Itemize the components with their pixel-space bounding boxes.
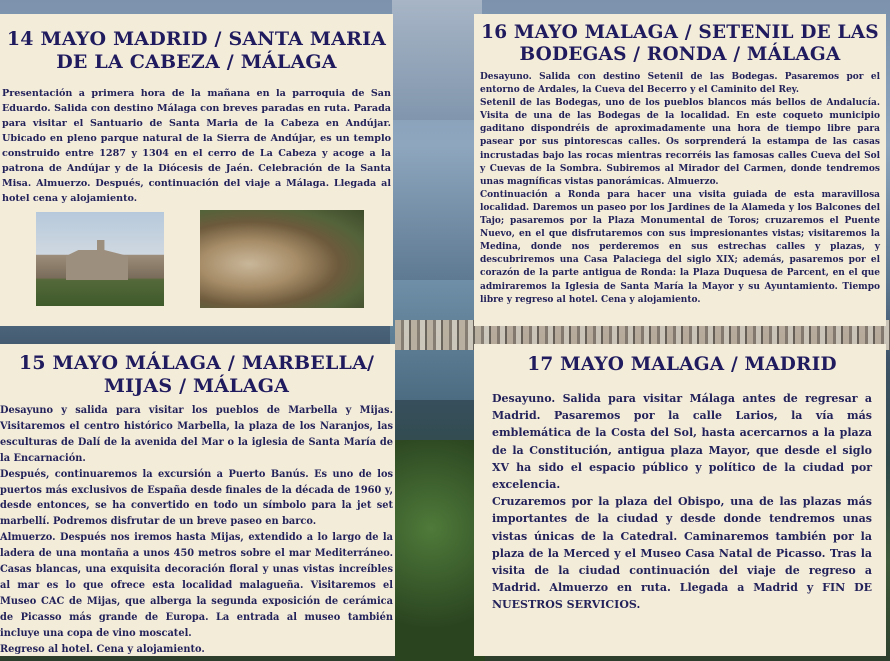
day-title: 17 MAYO MALAGA / MADRID — [527, 354, 837, 375]
paragraph: Después, continuaremos la excursión a Puerto Banús. Es uno de los puertos más exclusivos de España desde finales de la década de 1960 y, desde entonces, se ha convertido en todo un símbolo para la jet set marbellí. Podremos disfrutar de un breve paseo en barco. — [0, 468, 393, 528]
itinerary-card-17-mayo — [474, 344, 886, 656]
paragraph: Almuerzo. Después nos iremos hasta Mijas, extendido a lo largo de la ladera de una montaña a unos 450 metros sobre el mar Mediterráneo. Casas blancas, una exquisita decoración floral y unas vistas increíbles al mar es lo que ofrece esta localidad malagueña. Visitaremos el Museo CAC de Mijas, que alberga la segunda exposición de cerámica de Picasso más grande de Europa. La entrada al museo también incluye una copa de vino moscatel. — [0, 532, 393, 639]
paragraph: Setenil de las Bodegas, uno de los pueblos blancos más bellos de Andalucía. Visita de una de las Bodegas de la localidad. En este coqueto municipio gaditano dispondréis de aproximadamente una hora de tiempo libre para pasear por sus pintorescas calles. Os sorprenderá la estampa de las casas incrustadas bajo las rocas mientras recorréis las famosas calles Cueva del Sol y Cuevas de la Sombra. Subiremos al Mirador del Carmen, donde tendremos unas magníficas vistas panorámicas. Almuerzo. — [480, 98, 880, 187]
paragraph: Desayuno y salida para visitar los pueblos de Marbella y Mijas. Visitaremos el centro histórico Marbella, la plaza de los Naranjos, las esculturas de Dalí de la avenida del Mar o la iglesia de Santa María de la Encarnación. — [0, 405, 393, 464]
day-title: 14 MAYO MADRID / SANTA MARIA DE LA CABEZA / MÁLAGA — [6, 28, 387, 73]
paragraph: Desayuno. Salida para visitar Málaga antes de regresar a Madrid. Pasaremos por la calle Larios, la vía más emblemática de la Costa del Sol, hasta acercarnos a la plaza de la Constitución, antigua plaza Mayor, que desde el siglo XV ha sido el espacio público y político de la ciudad por excelencia. — [492, 392, 872, 492]
day-title: 15 MAYO MÁLAGA / MARBELLA/ MIJAS / MÁLAGA — [18, 352, 375, 397]
background-greenery — [395, 440, 485, 661]
paragraph: Regreso al hotel. Cena y alojamiento. — [0, 643, 205, 655]
day-description: Presentación a primera hora de la mañana en la parroquia de San Eduardo. Salida con destino Málaga con breves paradas en ruta. Parada para visitar el Santuario de Santa Maria de la Cabeza en Andújar. Ubicado en pleno parque natural de la Sierra de Andújar, es un templo construido entre 1287 y 1304 en el cerro de La Cabeza y acoge a la patrona de Andújar y de la Diócesis de Jaén. Celebración de la Santa Misa. Almuerzo. Después, continuación del viaje a Málaga. Llegada al hotel cena y alojamiento. — [2, 88, 391, 204]
itinerary-card-15-mayo — [0, 344, 395, 656]
itinerary-card-14-mayo — [0, 14, 393, 326]
paragraph: Cruzaremos por la plaza del Obispo, una de las plazas más importantes de la ciudad y desde donde tendremos unas vistas únicas de la Catedral. Caminaremos también por la plaza de la Merced y el Museo Casa Natal de Picasso. Tras la visita de la ciudad continuación del viaje de regreso a Madrid. Almuerzo en ruta. Llegada a Madrid y FIN DE NUESTROS SERVICIOS. — [492, 495, 872, 612]
photo-gallery — [36, 210, 366, 308]
day-title: 16 MAYO MALAGA / SETENIL DE LAS BODEGAS / RONDA / MÁLAGA — [481, 22, 879, 65]
church-shape — [66, 240, 128, 280]
itinerary-card-16-mayo — [474, 14, 886, 326]
paragraph: Desayuno. Salida con destino Setenil de las Bodegas. Pasaremos por el entorno de Ardales, la Cueva del Becerro y el Caminito del Rey. — [480, 72, 880, 96]
sanctuary-photo — [36, 212, 164, 306]
day-description — [480, 71, 880, 307]
background-sky — [392, 0, 482, 120]
aerial-town-photo — [200, 210, 364, 308]
day-description — [0, 403, 393, 658]
paragraph: Continuación a Ronda para hacer una visita guiada de esta maravillosa localidad. Daremos un paseo por los Jardines de la Alameda y los Balcones del Tajo; pasaremos por la Plaza Monumental de Toros; cruzaremos el Puente Nuevo, en el que disfrutaremos con sus impresionantes vistas; visitaremos la Medina, donde nos perderemos en sus estrechas calles y plazas, y descubriremos una Casa Palaciega del siglo XIX; además, pasaremos por el corazón de la parte antigua de Ronda: la Plaza Duquesa de Parcent, en el que admiraremos la Iglesia de Santa María la Mayor y su Ayuntamiento. Tiempo libre y regreso al hotel. Cena y alojamiento. — [480, 189, 880, 305]
day-description — [492, 390, 872, 614]
